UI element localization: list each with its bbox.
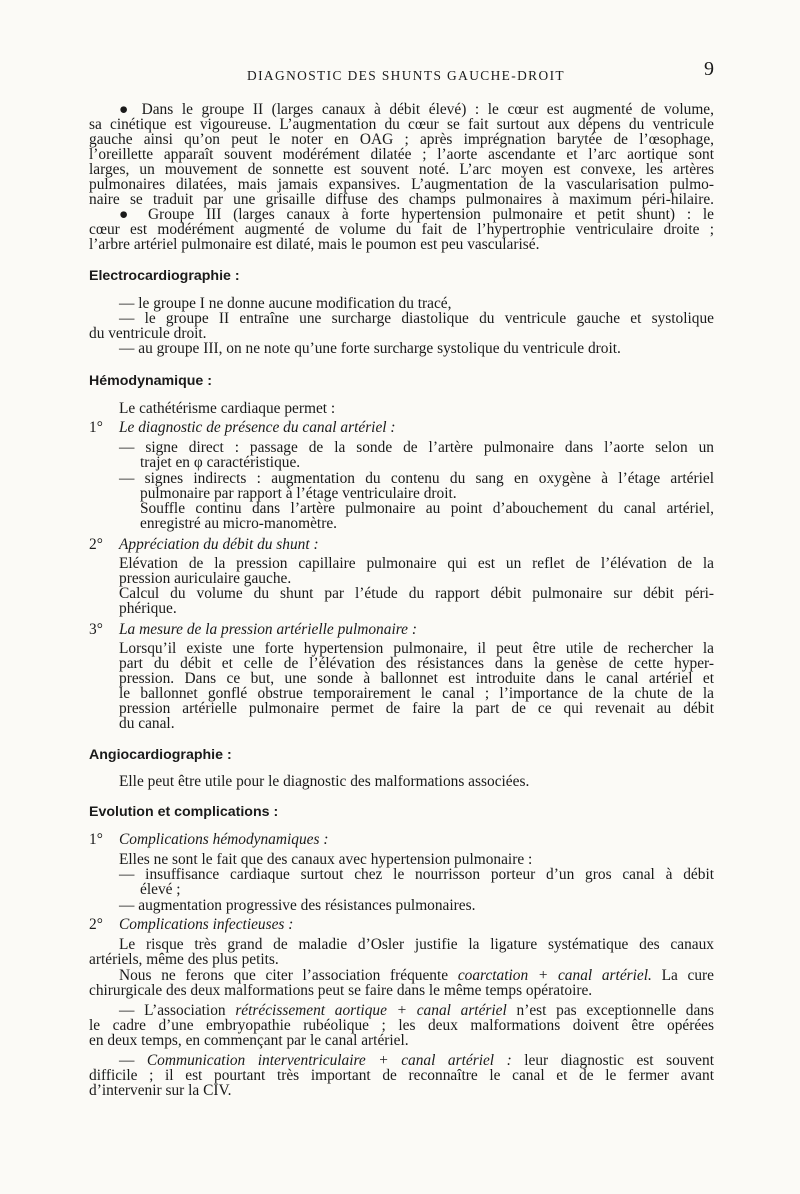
section-heading-ecg: Electrocardiographie : [89,268,240,284]
evol-line: — augmentation progressive des résistances pulmonaires. [119,897,476,914]
intro-line: ● Groupe III (larges canaux à forte hypertension pulmonaire et petit shunt) : le [119,206,714,223]
hemo-line: — signe direct : passage de la sonde de l’artère pulmonaire dans l’aorte selon un [119,439,714,456]
evol-line: d’intervenir sur la CIV. [89,1082,232,1099]
ecg-line: — le groupe II entraîne une surcharge diastolique du ventricule gauche et systolique [119,310,714,327]
hemo-line: Elévation de la pression capillaire pulmonaire qui est un reflet de l’élévation de la [119,555,714,572]
item-number: 1° [89,831,103,848]
evol-line: le cadre d’une embryopathie rubéolique ; les deux malformations doivent être opérées [89,1017,714,1034]
intro-line: sa cinétique est vigoureuse. L’augmentation du cœur se fait surtout aux dépens du ventricule [89,116,714,133]
text-run-italic: Communication interventriculaire + canal artériel : [146,1052,512,1069]
evol-line: élevé ; [140,881,181,898]
evol-line: chirurgicale des deux malformations peut se faire dans le même temps opératoire. [89,982,593,999]
evol-line: difficile ; il est pourtant très important de reconnaître le canal et de le fermer avant [89,1067,714,1084]
ecg-line: du ventricule droit. [89,325,207,342]
ecg-line: — au groupe III, on ne note qu’une forte surcharge systolique du ventricule droit. [119,340,621,357]
hemo-line: phérique. [119,600,177,617]
text-run: Nous ne ferons que citer l’association fréquente [119,967,458,984]
text-run: n’est pas exceptionnelle dans [506,1002,714,1019]
hemo-line: — signes indirects : augmentation du contenu du sang en oxygène à l’étage artériel [119,470,714,487]
item-title: Complications hémodynamiques : [119,831,329,848]
intro-line: ● Dans le groupe II (larges canaux à débit élevé) : le cœur est augmenté de volume, [119,101,714,118]
item-title: La mesure de la pression artérielle pulmonaire : [119,621,417,638]
hemo-line: Lorsqu’il existe une forte hypertension pulmonaire, il peut être utile de rechercher la [119,640,714,657]
item-number: 2° [89,916,103,933]
hemo-line: Calcul du volume du shunt par l’étude du rapport débit pulmonaire sur débit péri- [119,585,714,602]
text-run-italic: coarctation + canal artériel. [457,967,652,984]
hemo-line: du canal. [119,715,175,732]
item-title: Appréciation du débit du shunt : [119,536,319,553]
hemo-line: Souffle continu dans l’artère pulmonaire au point d’abouchement du canal artériel, [140,500,714,517]
item-title: Le diagnostic de présence du canal artériel : [119,419,396,436]
intro-line: larges, un mouvement de sonnette est souvent noté. L’arc moyen est convexe, les artères [89,161,714,178]
angio-line: Elle peut être utile pour le diagnostic des malformations associées. [119,773,530,790]
item-title: Complications infectieuses : [119,916,294,933]
hemo-line: pression artérielle pulmonaire permet de faire la part de ce qui revenait au débit [119,700,714,717]
hemo-line: enregistré au micro-manomètre. [140,515,337,532]
evol-line: artériels, même des plus petits. [89,951,279,968]
section-heading-evol: Evolution et complications : [89,804,279,820]
evol-line: Le risque très grand de maladie d’Osler justifie la ligature systématique des canaux [119,936,714,953]
hemo-line: trajet en φ caractéristique. [140,454,301,471]
intro-line: gauche ainsi qu’on peut le noter en OAG ; après imprégnation barytée de l’œsophage, [89,131,714,148]
intro-line: l’arbre artériel pulmonaire est dilaté, mais le poumon est peu vascularisé. [89,236,540,253]
text-run: La cure [651,967,714,984]
hemo-line: pression. Dans ce but, une sonde à ballonnet est introduite dans le canal artériel et [119,670,714,687]
hemo-line: part du débit et celle de l’élévation des résistances dans la genèse de cette hyper- [119,655,714,672]
page-number: 9 [704,58,714,80]
section-heading-hemo: Hémodynamique : [89,373,212,389]
item-number: 3° [89,621,103,638]
running-title: DIAGNOSTIC DES SHUNTS GAUCHE-DROIT [247,68,566,83]
evol-line: Elles ne sont le fait que des canaux avec hypertension pulmonaire : [119,851,533,868]
intro-line: naire se traduit par une grisaille diffuse des champs pulmonaires à maximum péri-hilaire. [89,191,714,208]
intro-line: cœur est modérément augmenté de volume du fait de l’hypertrophie ventriculaire droite ; [89,221,714,238]
text-run: — L’association [119,1002,236,1019]
page-header [0,58,800,88]
evol-line: en deux temps, en commençant par le canal artériel. [89,1032,409,1049]
text-run-italic: rétrécissement aortique + canal artériel [235,1002,507,1019]
section-heading-angio: Angiocardiographie : [89,747,232,763]
intro-line: pulmonaires dilatées, mais jamais expansives. L’augmentation de la vascularisation pulmo- [89,176,714,193]
ecg-line: — le groupe I ne donne aucune modification du tracé, [119,295,452,312]
hemo-line: pulmonaire par rapport à l’étage ventriculaire droit. [140,485,457,502]
text-run: leur diagnostic est souvent [511,1052,714,1069]
evol-line: — insuffisance cardiaque surtout chez le nourrisson porteur d’un gros canal à débit [119,866,714,883]
hemo-intro: Le cathétérisme cardiaque permet : [119,400,336,417]
hemo-line: le ballonnet gonflé obstrue temporairement le canal ; l’importance de la chute de la [119,685,714,702]
item-number: 1° [89,419,103,436]
hemo-line: pression auriculaire gauche. [119,570,292,587]
item-number: 2° [89,536,103,553]
intro-line: l’oreillette apparaît souvent modérément dilatée ; l’aorte ascendante et l’arc aortique sont [89,146,714,163]
text-run: — [119,1052,147,1069]
